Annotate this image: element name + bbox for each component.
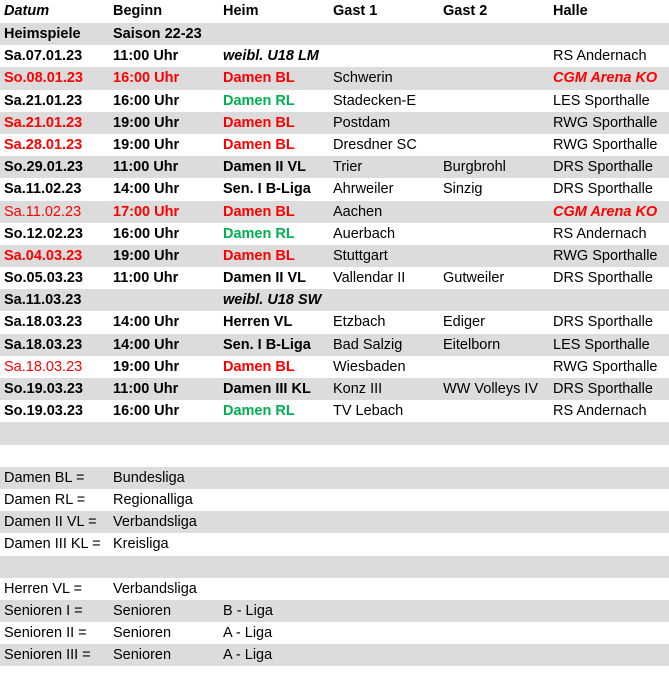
game-home-team: Damen BL <box>223 203 295 220</box>
game-venue: DRS Sporthalle <box>553 181 653 198</box>
game-venue: LES Sporthalle <box>553 92 650 109</box>
game-guest2: Gutweiler <box>443 270 505 287</box>
legend-key: Damen RL = <box>4 491 86 508</box>
game-date: So.19.03.23 <box>4 381 83 397</box>
game-row <box>0 289 669 311</box>
empty-row <box>0 445 669 467</box>
game-time: 16:00 Uhr <box>113 225 180 242</box>
game-date: So.29.01.23 <box>4 159 83 176</box>
legend-key: Damen II VL = <box>4 514 97 531</box>
game-guest1: Trier <box>333 159 363 176</box>
game-date: So.08.01.23 <box>4 70 83 87</box>
game-time: 14:00 Uhr <box>113 181 180 198</box>
header-gast1: Gast 1 <box>333 3 378 19</box>
header-heim: Heim <box>223 3 259 19</box>
game-home-team: Damen RL <box>223 92 295 109</box>
game-row <box>0 156 669 178</box>
header-halle: Halle <box>553 3 588 19</box>
game-guest2: WW Volleys IV <box>443 381 539 397</box>
legend-row <box>0 578 669 600</box>
game-venue: RS Andernach <box>553 48 647 65</box>
game-home-team: Herren VL <box>223 314 293 331</box>
game-guest1: Aachen <box>333 203 383 220</box>
legend-key: Senioren II = <box>4 625 87 642</box>
game-guest1: Dresdner SC <box>333 136 417 153</box>
game-row <box>0 356 669 378</box>
game-date: So.12.02.23 <box>4 225 83 242</box>
game-date: Sa.11.02.23 <box>4 181 82 198</box>
game-guest1: Postdam <box>333 114 391 131</box>
game-venue: CGM Arena KO <box>553 70 658 87</box>
header-gast2: Gast 2 <box>443 3 488 19</box>
game-guest1: Vallendar II <box>333 270 406 287</box>
game-date: Sa.21.01.23 <box>4 92 83 109</box>
game-row <box>0 134 669 156</box>
game-time: 17:00 Uhr <box>113 203 180 220</box>
legend-row <box>0 644 669 666</box>
game-home-team: weibl. U18 LM <box>223 48 319 65</box>
legend-key: Damen BL = <box>4 469 85 486</box>
game-venue: LES Sporthalle <box>553 336 650 353</box>
game-date: Sa.21.01.23 <box>4 114 83 131</box>
game-venue: DRS Sporthalle <box>553 381 653 397</box>
game-home-team: Damen BL <box>223 136 295 153</box>
legend-league: A - Liga <box>223 625 273 642</box>
game-time: 11:00 Uhr <box>113 48 179 65</box>
game-venue: RS Andernach <box>553 225 647 242</box>
game-home-team: Damen II VL <box>223 270 306 287</box>
game-date: Sa.07.01.23 <box>4 48 83 65</box>
game-date: Sa.28.01.23 <box>4 136 83 153</box>
game-row <box>0 90 669 112</box>
game-venue: RWG Sporthalle <box>553 114 658 131</box>
game-guest1: Bad Salzig <box>333 336 403 353</box>
game-time: 16:00 Uhr <box>113 70 180 87</box>
game-row <box>0 245 669 267</box>
season-label: Heimspiele <box>4 26 81 42</box>
legend-value: Regionalliga <box>113 491 193 508</box>
legend-row <box>0 467 669 489</box>
legend-value: Senioren <box>113 625 172 642</box>
legend-row <box>0 622 669 644</box>
game-guest2: Sinzig <box>443 181 483 198</box>
game-venue: DRS Sporthalle <box>553 159 653 176</box>
game-guest2: Burgbrohl <box>443 159 506 176</box>
legend-key: Senioren I = <box>4 602 83 619</box>
game-time: 14:00 Uhr <box>113 336 180 353</box>
game-row <box>0 45 669 67</box>
game-home-team: Damen II VL <box>223 159 306 176</box>
game-date: Sa.04.03.23 <box>4 247 83 264</box>
game-venue: RS Andernach <box>553 403 647 420</box>
legend-row <box>0 600 669 622</box>
season-value: Saison 22-23 <box>113 26 202 42</box>
legend-value: Senioren <box>113 647 172 664</box>
game-date: So.19.03.23 <box>4 403 83 420</box>
game-venue: CGM Arena KO <box>553 203 658 220</box>
column-header-row <box>0 0 669 23</box>
game-date: So.05.03.23 <box>4 270 83 287</box>
game-time: 11:00 Uhr <box>113 381 179 397</box>
game-row <box>0 311 669 333</box>
legend-league: B - Liga <box>223 602 273 619</box>
game-guest1: Stadecken-E <box>333 92 417 109</box>
header-datum: Datum <box>4 3 50 19</box>
legend-value: Verbandsliga <box>113 514 197 531</box>
game-date: Sa.18.03.23 <box>4 336 83 353</box>
game-venue: RWG Sporthalle <box>553 247 658 264</box>
legend-league: A - Liga <box>223 647 273 664</box>
game-time: 14:00 Uhr <box>113 314 180 331</box>
game-time: 16:00 Uhr <box>113 403 180 420</box>
game-venue: RWG Sporthalle <box>553 358 658 375</box>
game-time: 19:00 Uhr <box>113 114 180 131</box>
empty-row <box>0 556 669 578</box>
legend-value: Senioren <box>113 602 172 619</box>
game-guest1: Wiesbaden <box>333 358 406 375</box>
game-row <box>0 112 669 134</box>
legend-value: Verbandsliga <box>113 580 197 597</box>
game-guest2: Eitelborn <box>443 336 501 353</box>
game-date: Sa.18.03.23 <box>4 314 83 331</box>
legend-row <box>0 533 669 555</box>
game-venue: DRS Sporthalle <box>553 314 653 331</box>
game-row <box>0 334 669 356</box>
game-time: 19:00 Uhr <box>113 136 180 153</box>
legend-value: Bundesliga <box>113 469 185 486</box>
game-date: Sa.18.03.23 <box>4 358 83 375</box>
legend-row <box>0 511 669 533</box>
header-beginn: Beginn <box>113 3 163 19</box>
game-home-team: Damen BL <box>223 114 295 131</box>
game-time: 19:00 Uhr <box>113 247 180 264</box>
game-row <box>0 178 669 200</box>
game-guest1: TV Lebach <box>333 403 404 420</box>
empty-row <box>0 422 669 444</box>
game-guest1: Etzbach <box>333 314 386 331</box>
game-time: 11:00 Uhr <box>113 159 179 176</box>
game-home-team: Damen BL <box>223 247 295 264</box>
game-home-team: weibl. U18 SW <box>223 292 322 309</box>
game-row <box>0 223 669 245</box>
game-row <box>0 400 669 422</box>
game-time: 19:00 Uhr <box>113 358 180 375</box>
game-date: Sa.11.02.23 <box>4 203 82 220</box>
game-home-team: Damen BL <box>223 70 295 87</box>
game-home-team: Damen RL <box>223 225 295 242</box>
legend-key: Senioren III = <box>4 647 91 664</box>
legend-key: Herren VL = <box>4 580 83 597</box>
game-home-team: Damen BL <box>223 358 295 375</box>
game-guest1: Auerbach <box>333 225 396 242</box>
game-row <box>0 67 669 89</box>
game-time: 11:00 Uhr <box>113 270 179 287</box>
game-guest2: Ediger <box>443 314 485 331</box>
game-guest1: Stuttgart <box>333 247 388 264</box>
game-guest1: Schwerin <box>333 70 393 87</box>
game-venue: RWG Sporthalle <box>553 136 658 153</box>
game-guest1: Ahrweiler <box>333 181 394 198</box>
legend-value: Kreisliga <box>113 536 169 553</box>
game-date: Sa.11.03.23 <box>4 292 82 309</box>
game-home-team: Damen III KL <box>223 381 311 397</box>
game-row <box>0 267 669 289</box>
game-home-team: Sen. I B-Liga <box>223 181 311 198</box>
legend-row <box>0 489 669 511</box>
game-time: 16:00 Uhr <box>113 92 180 109</box>
game-venue: DRS Sporthalle <box>553 270 653 287</box>
legend-key: Damen III KL = <box>4 536 101 553</box>
game-row <box>0 201 669 223</box>
game-row <box>0 378 669 400</box>
game-guest1: Konz III <box>333 381 383 397</box>
game-home-team: Sen. I B-Liga <box>223 336 311 353</box>
season-row <box>0 23 669 45</box>
game-home-team: Damen RL <box>223 403 295 420</box>
